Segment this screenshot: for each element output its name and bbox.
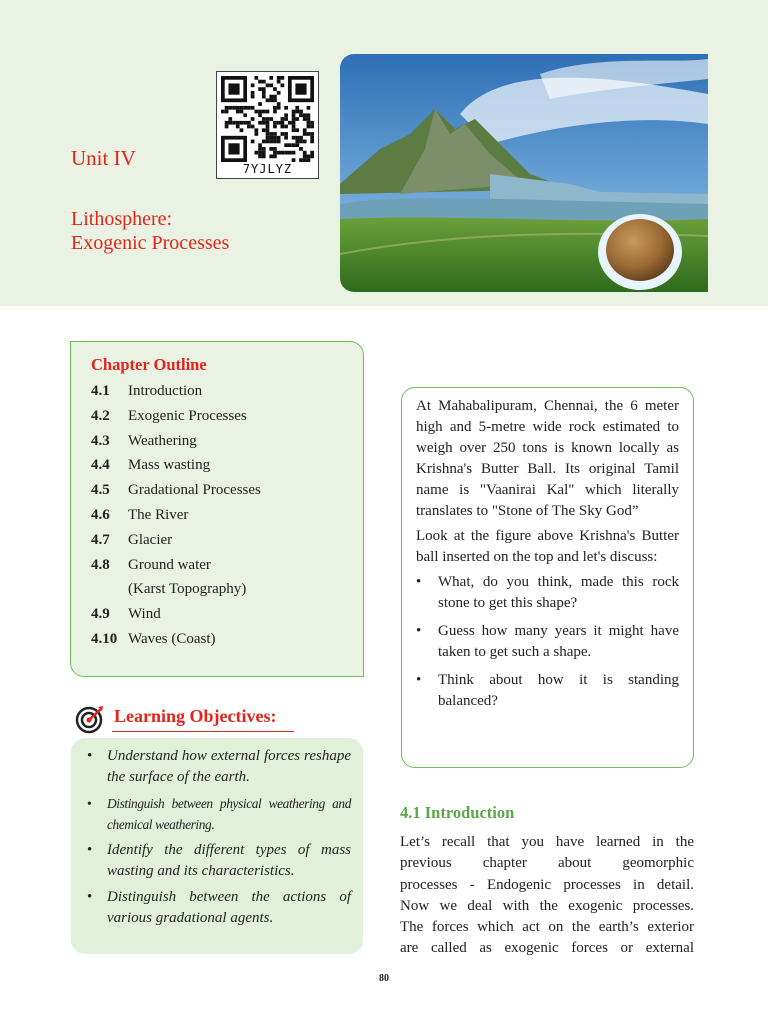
outline-item [91,602,363,627]
section-heading: 4.1 Introduction [400,803,515,822]
learning-objective-item: • Understand how external forces reshape the surface of the earth. [87,746,351,788]
outline-item-label: Ground water [128,556,211,573]
qr-code[interactable] [216,71,319,179]
outline-item [91,553,363,578]
outline-item [91,478,363,503]
outline-item [91,379,363,404]
outline-item-number: 4.9 [91,606,110,623]
side-box-paragraph: At Mahabalipuram, Chennai, the 6 meter high and 5-metre wide rock estimated to weigh over 250 tons is known locally as Krishna's Butter Ball. Its original Tamil name is "Vaanirai Kal" which literally translates to "Stone of The Sky God” [416,398,679,519]
outline-item-number: 4.1 [91,383,110,399]
chapter-outline-list [91,379,363,652]
outline-item-label: Exogenic Processes [128,407,247,424]
outline-item-label: Wind [128,606,161,623]
body-line: Let’s recall that you have learned in the [400,834,694,850]
outline-item-number: 4.2 [91,407,110,424]
outline-item-label: Gradational Processes [128,482,261,499]
learning-objective-item: • Identify the different types of mass wasting and its characteristics. [87,840,351,882]
outline-item-number: 4.5 [91,482,110,499]
outline-item-number: 4.7 [91,531,110,548]
outline-item [91,503,363,528]
discussion-question: • Think about how it is standing balanced? [416,670,679,712]
qr-code-icon [221,76,314,162]
body-line: The forces which act on the earth’s exterior [400,919,694,936]
learning-objectives-box [71,738,363,954]
krishna-butter-ball-box [401,387,694,768]
body-line: processes - Endogenic processes in detail. [400,876,694,893]
outline-item-label: Introduction [128,383,203,399]
outline-item-label: Waves (Coast) [128,630,216,647]
learning-objective-item: • Distinguish between physical weathering and chemical weathering. [87,793,351,835]
outline-item [91,627,363,652]
learning-objectives-heading: Learning Objectives: [114,706,277,726]
outline-item-label: The River [128,506,189,523]
outline-item [91,429,363,454]
outline-item-label: Weathering [128,432,197,449]
outline-item [91,404,363,429]
outline-item-number: 4.6 [91,506,110,523]
outline-item-label: (Karst Topography) [128,581,247,598]
outline-item-number: 4.4 [91,457,110,474]
page-number: 80 [379,973,389,984]
chapter-title [71,207,229,255]
outline-item-number: 4.10 [91,630,118,647]
hero-image-mountain-lake [340,54,708,292]
section-body-text [400,832,694,960]
unit-label: Unit IV [71,146,136,170]
learning-objective-item: • Distinguish between the actions of various gradational agents. [87,887,351,929]
outline-item [91,453,363,478]
chapter-outline-heading: Chapter Outline [91,355,207,374]
discussion-question: • Guess how many years it might have taken to get such a shape. [416,621,679,663]
discussion-question: • What, do you think, made this rock stone to get this shape? [416,572,679,614]
outline-item-number [91,577,128,602]
outline-item [91,577,363,602]
chapter-title-line1: Lithosphere: [71,208,173,230]
body-line: are called as exogenic forces or external [400,940,694,957]
chapter-title-line2: Exogenic Processes [71,232,230,254]
outline-item-label: Glacier [128,531,173,548]
qr-code-text: 7YJLYZ [242,162,293,176]
body-line: Now we deal with the exogenic processes. [400,897,694,914]
side-box-paragraph: Look at the figure above Krishna's Butter ball inserted on the top and let's discuss: [416,528,679,565]
target-icon [74,704,106,734]
outline-item-label: Mass wasting [128,457,211,474]
outline-item-number: 4.8 [91,556,110,573]
outline-item [91,528,363,553]
body-line: previous chapter about geomorphic [400,855,694,872]
chapter-outline-box [70,341,364,677]
outline-item-number: 4.3 [91,432,110,449]
learning-objectives-underline [112,731,294,732]
